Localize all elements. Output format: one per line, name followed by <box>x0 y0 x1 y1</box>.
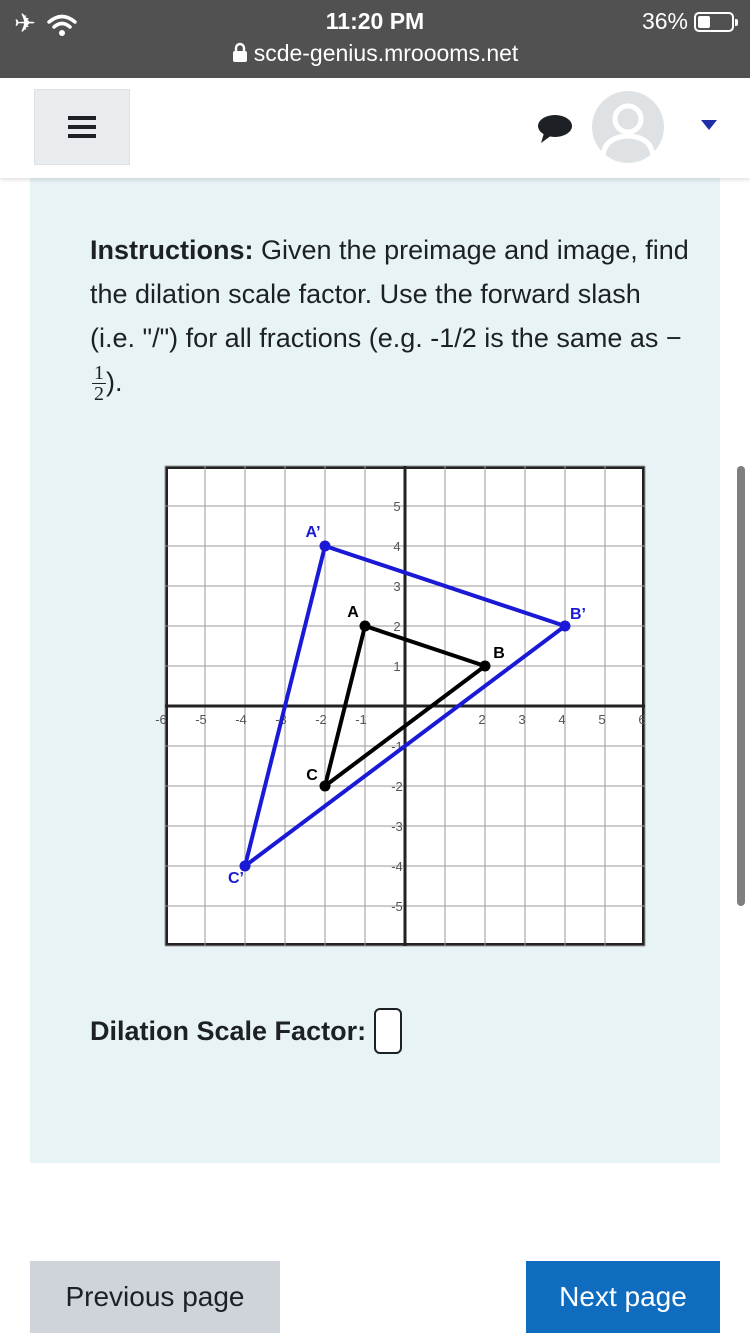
caret-down-icon[interactable] <box>701 120 717 130</box>
instructions-text: Given the preimage and image, find the dilation scale factor. Use the forward slash (i.e. "/") for all fractions (e.g. -1/2 is the same as <box>90 235 689 353</box>
url-bar[interactable] <box>0 40 750 67</box>
x-tick-label: 4 <box>558 712 566 727</box>
speech-bubble-icon[interactable] <box>536 113 574 147</box>
x-tick-label: -1 <box>355 712 367 727</box>
instructions <box>90 228 690 404</box>
y-tick-label: 5 <box>393 499 401 514</box>
preimage-vertex-label: C <box>306 767 318 784</box>
y-tick-label: 2 <box>393 619 401 634</box>
instructions-label: Instructions: <box>90 235 254 265</box>
user-avatar-icon[interactable] <box>592 91 664 163</box>
preimage-vertex <box>320 781 331 792</box>
url-text: scde-genius.mroooms.net <box>253 40 519 66</box>
y-tick-label: -4 <box>391 859 403 874</box>
status-time: 11:20 PM <box>325 8 425 34</box>
image-vertex-label: A’ <box>305 524 321 541</box>
fraction-one-half <box>92 363 106 404</box>
x-tick-label: -4 <box>235 712 247 727</box>
y-tick-label: -5 <box>391 899 403 914</box>
preimage-vertex <box>360 621 371 632</box>
next-page-button[interactable]: Next page <box>526 1261 720 1333</box>
x-tick-label: -5 <box>195 712 207 727</box>
fraction-numerator: 1 <box>94 362 104 385</box>
lock-icon <box>232 43 248 63</box>
preimage-vertex-label: B <box>493 645 505 662</box>
y-tick-label: -3 <box>391 819 403 834</box>
question-content <box>30 178 720 1163</box>
x-tick-label: 2 <box>478 712 486 727</box>
menu-button[interactable] <box>34 89 130 165</box>
x-tick-label: 3 <box>518 712 526 727</box>
answer-label: Dilation Scale Factor: <box>90 1015 367 1046</box>
y-tick-label: 3 <box>393 579 401 594</box>
battery-icon <box>694 12 734 32</box>
coordinate-graph <box>155 466 646 946</box>
hamburger-icon <box>67 115 97 139</box>
x-tick-label: -6 <box>155 712 167 727</box>
scale-factor-input[interactable] <box>374 1008 402 1054</box>
preimage-vertex <box>480 661 491 672</box>
preimage-vertex-label: A <box>347 604 359 621</box>
y-tick-label: -1 <box>391 739 403 754</box>
fraction-sign: − <box>665 323 682 353</box>
answer-row <box>90 1008 402 1054</box>
airplane-icon: ✈ <box>14 8 38 38</box>
x-tick-label: 6 <box>638 712 646 727</box>
y-tick-label: 1 <box>393 659 401 674</box>
instructions-end: ). <box>106 367 123 397</box>
previous-page-button[interactable]: Previous page <box>30 1261 280 1333</box>
x-tick-label: -3 <box>275 712 287 727</box>
y-tick-label: 4 <box>393 539 401 554</box>
battery-status <box>642 8 734 35</box>
navbar <box>0 78 750 178</box>
x-tick-label: 5 <box>598 712 606 727</box>
image-vertex <box>320 541 331 552</box>
fraction-denominator: 2 <box>94 383 104 406</box>
battery-percent: 36% <box>641 8 688 34</box>
scrollbar[interactable] <box>737 466 745 906</box>
image-vertex-label: B’ <box>570 606 586 623</box>
image-vertex <box>560 621 571 632</box>
x-tick-label: -2 <box>315 712 327 727</box>
y-tick-label: -2 <box>391 779 403 794</box>
image-vertex-label: C’ <box>228 870 244 887</box>
status-bar <box>0 0 750 78</box>
